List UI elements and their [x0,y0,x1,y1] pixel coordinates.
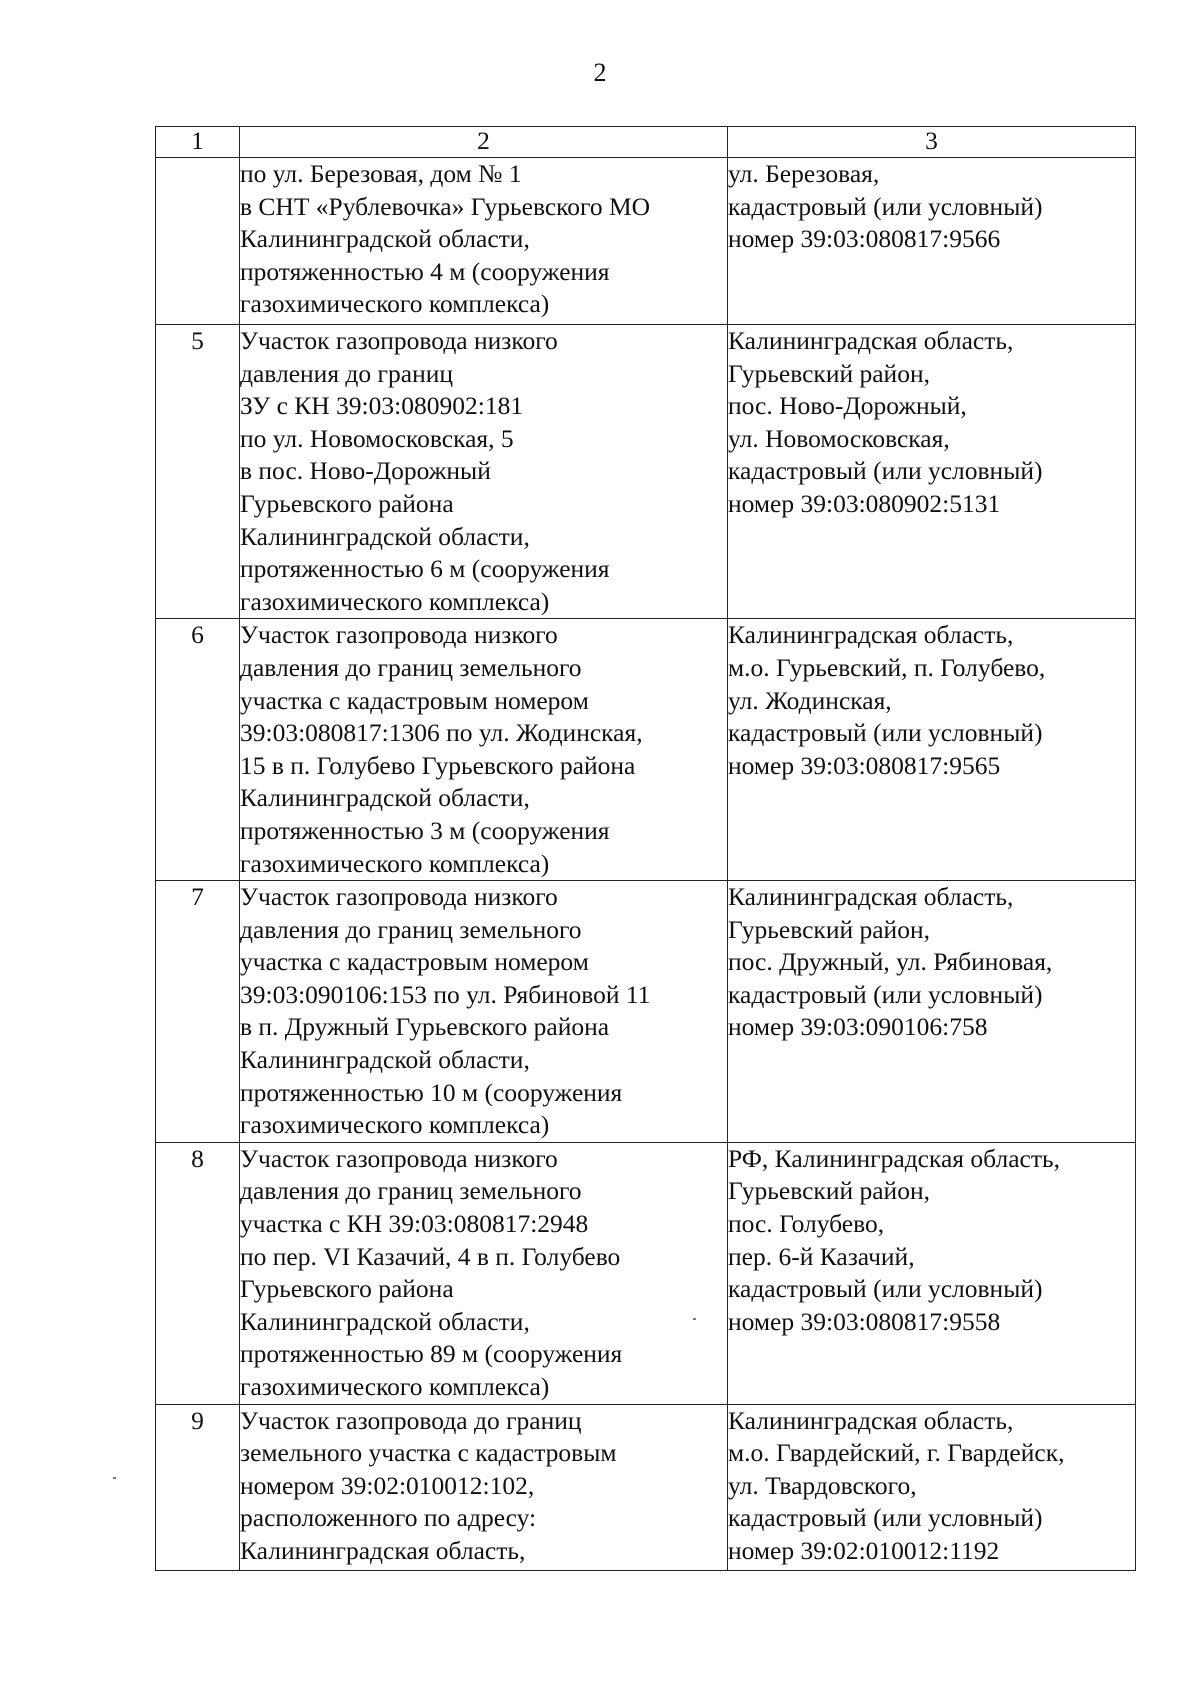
column-header-number: 1 [156,127,240,158]
scan-speck [693,1318,696,1320]
scan-speck [113,1477,116,1479]
table-row [156,881,1136,1143]
page-number: 2 [593,58,607,87]
object-description: Участок газопровода до границ земельного участка с кадастровым номером 39:02:010012:102, расположенного по адресу: Калининградская область, [240,1404,728,1570]
object-description: Участок газопровода низкого давления до границ земельного участка с кадастровым номером 39:03:080817:1306 по ул. Жодинская, 15 в п. Голубево Гурьевского района Калининградской области, протяженностью 3 м (сооружения газохимического комплекса) [240,619,728,881]
object-address: Калининградская область, м.о. Гурьевский, п. Голубево, ул. Жодинская, кадастровый (или условный) номер 39:03:080817:9565 [728,619,1136,881]
table-row [156,325,1136,619]
column-header-description: 2 [240,127,728,158]
row-number: 5 [156,325,240,619]
table-row [156,619,1136,881]
object-description: по ул. Березовая, дом № 1 в СНТ «Рублевочка» Гурьевского МО Калининградской области, протяженностью 4 м (сооружения газохимического комплекса) [240,158,728,325]
object-address: Калининградская область, Гурьевский район, пос. Ново-Дорожный, ул. Новомосковская, кадастровый (или условный) номер 39:03:080902:5131 [728,325,1136,619]
registry-table [155,126,1136,1571]
row-number: 8 [156,1142,240,1404]
object-address: Калининградская область, м.о. Гвардейский, г. Гвардейск, ул. Твардовского, кадастровый (или условный) номер 39:02:010012:1192 [728,1404,1136,1570]
table-row [156,1404,1136,1570]
table-row [156,1142,1136,1404]
object-address: ул. Березовая, кадастровый (или условный) номер 39:03:080817:9566 [728,158,1136,325]
row-number: 7 [156,881,240,1143]
table-row [156,158,1136,325]
object-description: Участок газопровода низкого давления до границ ЗУ с КН 39:03:080902:181 по ул. Новомосковская, 5 в пос. Ново-Дорожный Гурьевского района Калининградской области, протяженностью 6 м (сооружения газохимического комплекса) [240,325,728,619]
row-number: 6 [156,619,240,881]
object-description: Участок газопровода низкого давления до границ земельного участка с КН 39:03:080817:2948 по пер. VI Казачий, 4 в п. Голубево Гурьевского района Калининградской области, протяженностью 89 м (сооружения газохимического комплекса) [240,1142,728,1404]
table-header-row [156,127,1136,158]
object-description: Участок газопровода низкого давления до границ земельного участка с кадастровым номером 39:03:090106:153 по ул. Рябиновой 11 в п. Дружный Гурьевского района Калининградской области, протяженностью 10 м (сооружения газохимического комплекса) [240,881,728,1143]
object-address: РФ, Калининградская область, Гурьевский район, пос. Голубево, пер. 6-й Казачий, кадастровый (или условный) номер 39:03:080817:9558 [728,1142,1136,1404]
row-number [156,158,240,325]
row-number: 9 [156,1404,240,1570]
column-header-address: 3 [728,127,1136,158]
object-address: Калининградская область, Гурьевский район, пос. Дружный, ул. Рябиновая, кадастровый (или условный) номер 39:03:090106:758 [728,881,1136,1143]
